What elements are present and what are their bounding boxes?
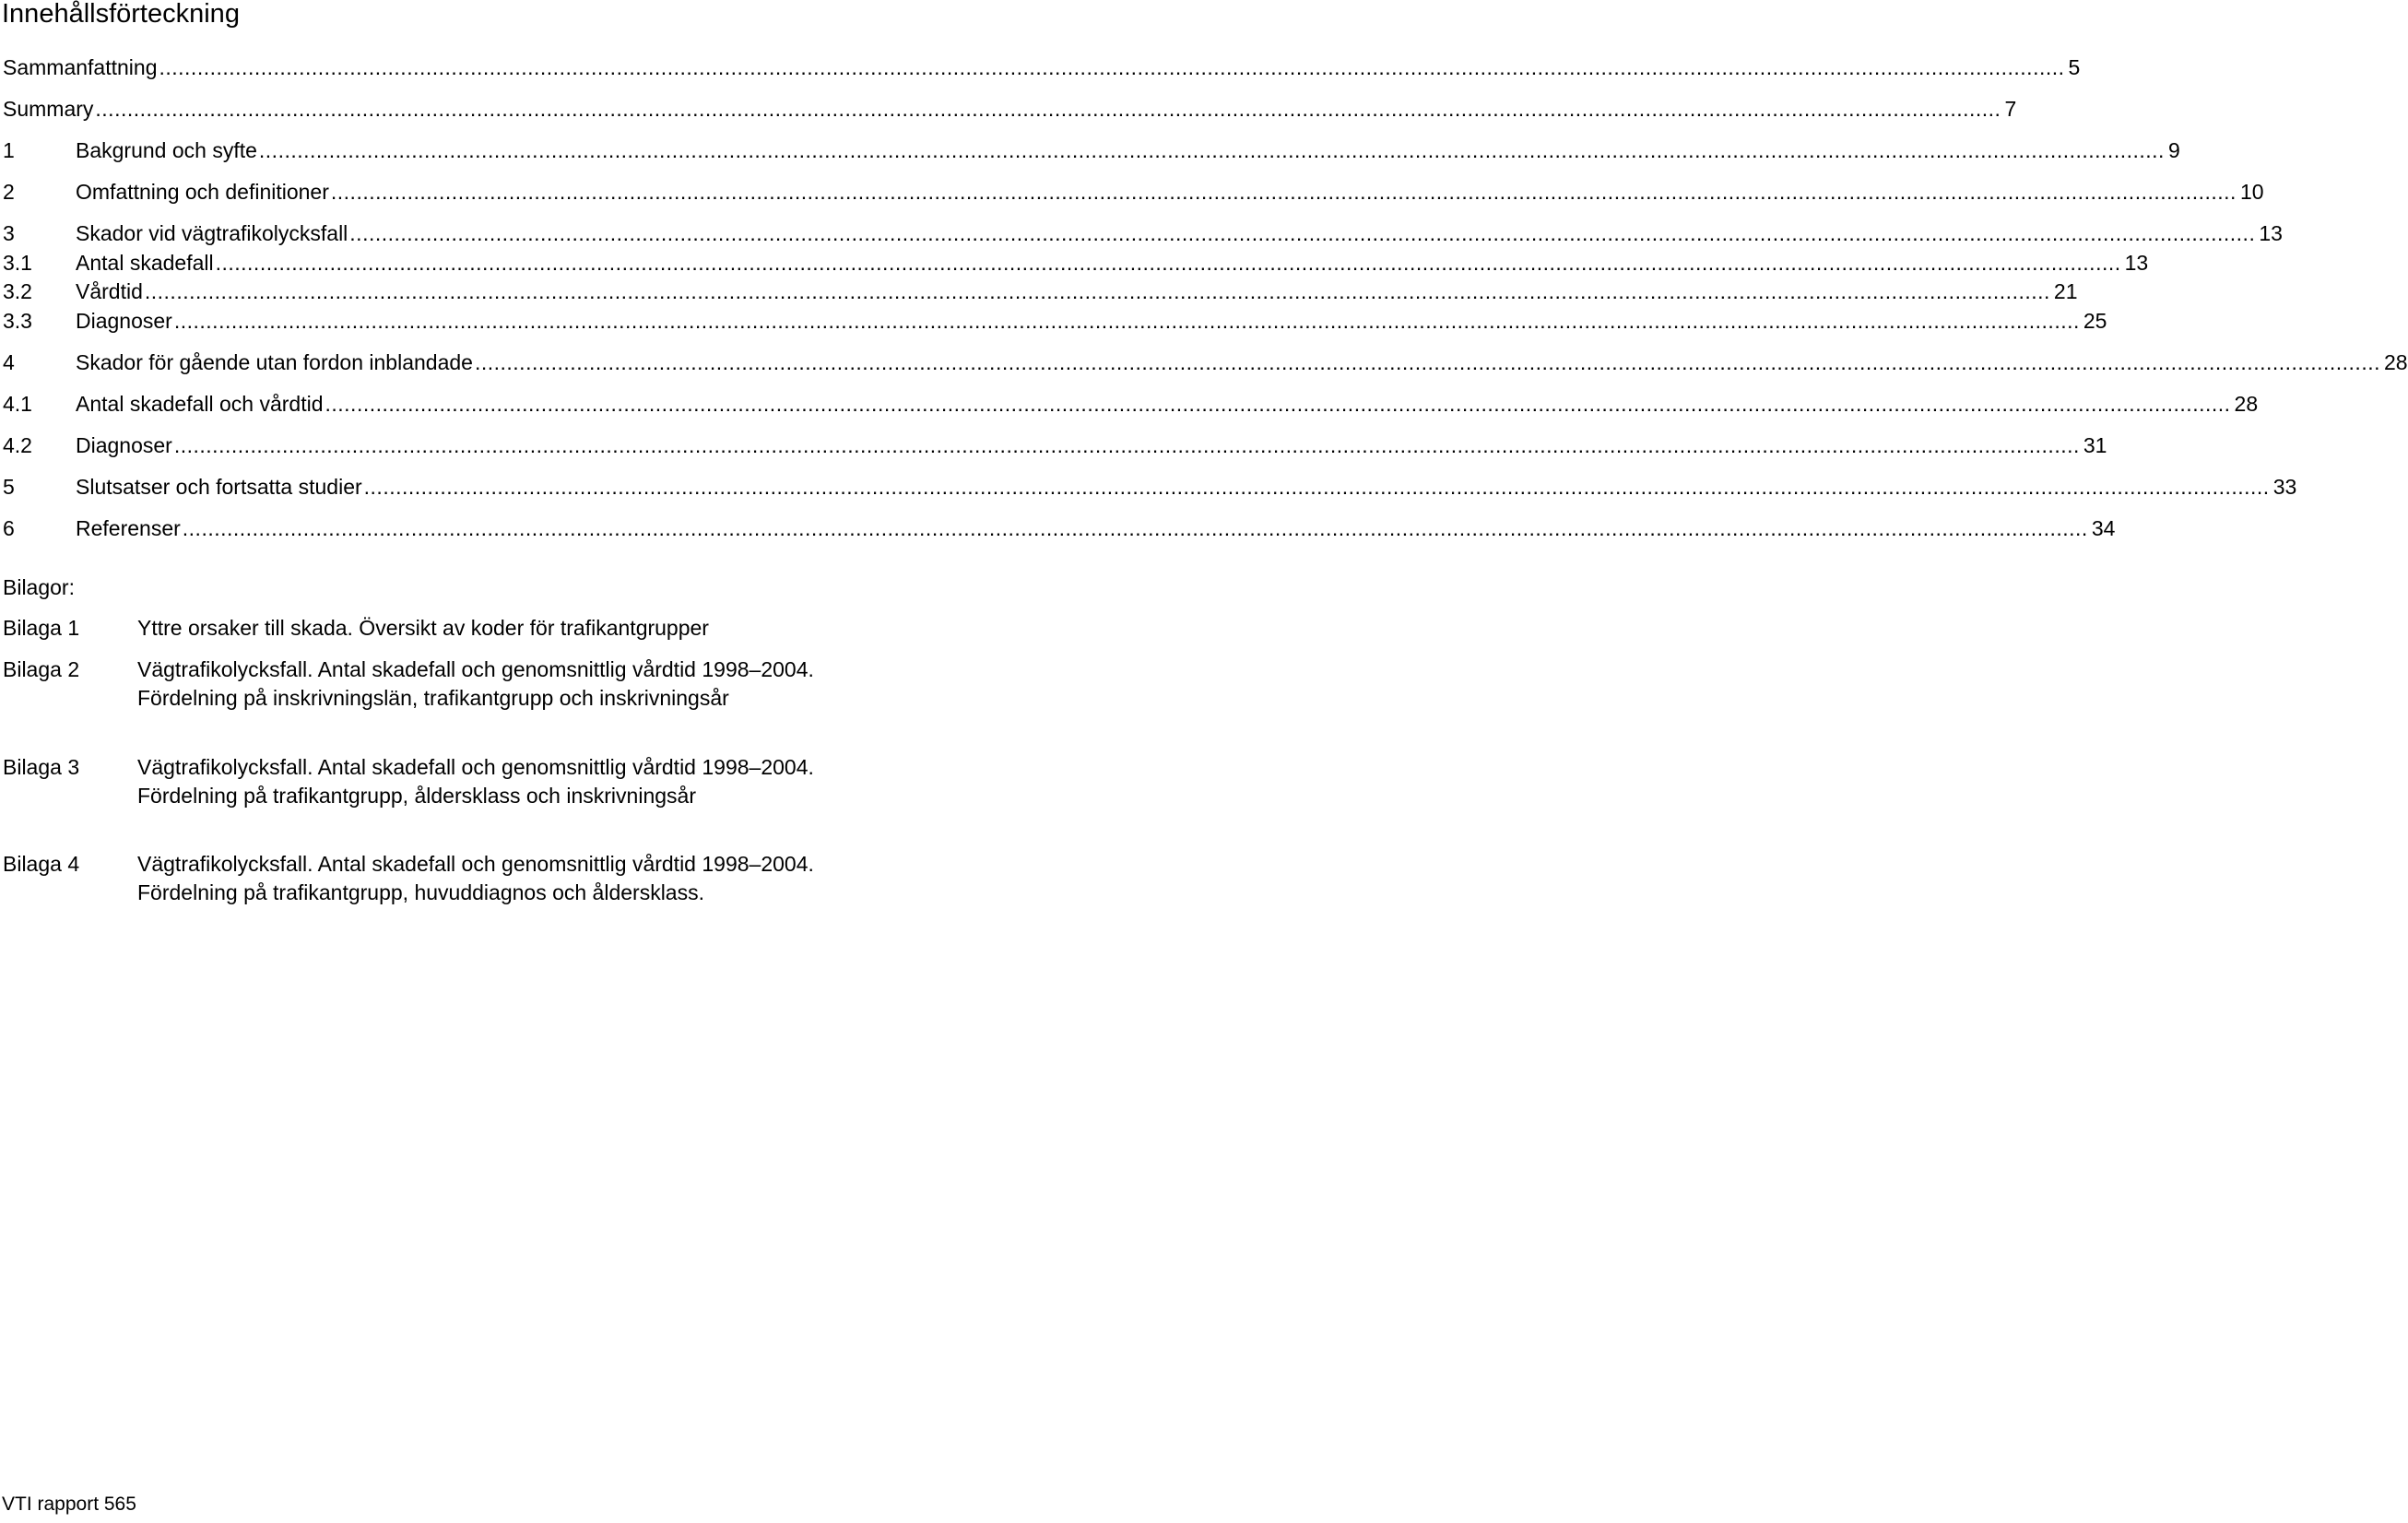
toc-entry-3-3[interactable] bbox=[0, 307, 2107, 348]
toc-entry-title: Diagnoser bbox=[76, 308, 172, 333]
toc-entry-page: 25 bbox=[2083, 308, 2107, 333]
toc-entry-title: Antal skadefall och vårdtid bbox=[76, 391, 324, 416]
toc-entry-sammanfattning[interactable] bbox=[0, 53, 2081, 95]
appendix-description: Yttre orsaker till skada. Översikt av koder för trafikantgrupper bbox=[137, 616, 709, 640]
toc-entry-number: 4.1 bbox=[3, 391, 32, 416]
toc-entry-number: 6 bbox=[3, 515, 15, 540]
toc-entry-page: 7 bbox=[2004, 97, 2017, 121]
toc-leader-dots: ............................................................................................................................................................................................................................................................................................................ bbox=[325, 391, 2231, 416]
toc-leader-dots: ............................................................................................................................................................................................................................................................................................................ bbox=[182, 515, 2088, 540]
toc-entry-page: 28 bbox=[2384, 349, 2408, 374]
toc-entry-6[interactable] bbox=[0, 514, 2116, 556]
appendix-label: Bilaga 4 bbox=[3, 852, 80, 876]
appendix-description: Vägtrafikolycksfall. Antal skadefall och genomsnittlig vårdtid 1998–2004. Fördelning på trafikantgrupp, åldersklass och inskrivningsår bbox=[137, 755, 814, 808]
toc-leader-dots: ............................................................................................................................................................................................................................................................................................................ bbox=[95, 97, 2001, 121]
toc-entry-number: 1 bbox=[3, 138, 15, 162]
toc-entry-number: 4 bbox=[3, 349, 15, 374]
toc-entry-3-1[interactable] bbox=[0, 249, 2149, 278]
table-of-contents bbox=[0, 53, 2408, 556]
toc-entry-title: Skador vid vägtrafikolycksfall bbox=[76, 221, 348, 245]
toc-entry-title: Slutsatser och fortsatta studier bbox=[76, 474, 362, 499]
toc-leader-dots: ............................................................................................................................................................................................................................................................................................................ bbox=[474, 349, 2380, 374]
toc-entry-page: 33 bbox=[2272, 474, 2297, 499]
toc-entry-4-1[interactable] bbox=[0, 390, 2259, 431]
appendix-label: Bilaga 1 bbox=[3, 616, 80, 640]
toc-entry-4-2[interactable] bbox=[0, 431, 2107, 473]
toc-leader-dots: ............................................................................................................................................................................................................................................................................................................ bbox=[173, 432, 2080, 457]
toc-entry-page: 31 bbox=[2083, 432, 2107, 457]
toc-entry-title: Antal skadefall bbox=[76, 250, 214, 275]
toc-entry-title: Bakgrund och syfte bbox=[76, 138, 257, 162]
toc-leader-dots: ............................................................................................................................................................................................................................................................................................................ bbox=[330, 180, 2237, 204]
toc-entry-page: 34 bbox=[2091, 515, 2116, 540]
page-footer: VTI rapport 565 bbox=[2, 1493, 136, 1515]
toc-entry-1[interactable] bbox=[0, 136, 2180, 178]
toc-entry-title: Referenser bbox=[76, 515, 181, 540]
toc-entry-page: 10 bbox=[2239, 180, 2264, 204]
toc-leader-dots: ............................................................................................................................................................................................................................................................................................................ bbox=[173, 308, 2080, 333]
toc-entry-number: 5 bbox=[3, 474, 15, 499]
toc-leader-dots: ............................................................................................................................................................................................................................................................................................................ bbox=[144, 279, 2050, 303]
toc-entry-number: 4.2 bbox=[3, 432, 32, 457]
toc-leader-dots: ............................................................................................................................................................................................................................................................................................................ bbox=[159, 55, 2065, 79]
toc-entry-page: 13 bbox=[2259, 221, 2283, 245]
toc-leader-dots: ............................................................................................................................................................................................................................................................................................................ bbox=[349, 221, 2256, 245]
toc-entry-page: 13 bbox=[2124, 250, 2149, 275]
toc-entry-number: 2 bbox=[3, 180, 15, 204]
toc-entry-title: Vårdtid bbox=[76, 279, 143, 303]
appendix-description: Vägtrafikolycksfall. Antal skadefall och genomsnittlig vårdtid 1998–2004. Fördelning på trafikantgrupp, huvuddiagnos och åldersklass. bbox=[137, 852, 814, 904]
appendix-label: Bilaga 3 bbox=[3, 755, 80, 779]
toc-leader-dots: ............................................................................................................................................................................................................................................................................................................ bbox=[363, 474, 2270, 499]
toc-leader-dots: ............................................................................................................................................................................................................................................................................................................ bbox=[215, 250, 2121, 275]
toc-entry-2[interactable] bbox=[0, 178, 2264, 219]
toc-entry-page: 28 bbox=[2234, 391, 2259, 416]
toc-entry-4[interactable] bbox=[0, 348, 2408, 390]
toc-entry-page: 5 bbox=[2068, 55, 2081, 79]
appendix-description: Vägtrafikolycksfall. Antal skadefall och genomsnittlig vårdtid 1998–2004. Fördelning på inskrivningslän, trafikantgrupp och inskrivningsår bbox=[137, 657, 814, 710]
toc-entry-3[interactable] bbox=[0, 219, 2283, 249]
toc-entry-title: Omfattning och definitioner bbox=[76, 180, 329, 204]
toc-entry-title: Sammanfattning bbox=[3, 55, 158, 79]
toc-entry-number: 3.3 bbox=[3, 308, 32, 333]
toc-entry-page: 9 bbox=[2167, 138, 2180, 162]
toc-entry-3-2[interactable] bbox=[0, 277, 2078, 307]
toc-leader-dots: ............................................................................................................................................................................................................................................................................................................ bbox=[258, 138, 2165, 162]
toc-entry-title: Diagnoser bbox=[76, 432, 172, 457]
appendices-heading: Bilagor: bbox=[3, 575, 75, 599]
toc-entry-title: Skador för gående utan fordon inblandade bbox=[76, 349, 473, 374]
toc-entry-number: 3.2 bbox=[3, 279, 32, 303]
toc-entry-number: 3 bbox=[3, 221, 15, 245]
toc-entry-title: Summary bbox=[3, 97, 94, 121]
toc-entry-page: 21 bbox=[2053, 279, 2078, 303]
toc-entry-number: 3.1 bbox=[3, 250, 32, 275]
page-title: Innehållsförteckning bbox=[2, 0, 240, 29]
appendix-label: Bilaga 2 bbox=[3, 657, 80, 681]
toc-entry-summary[interactable] bbox=[0, 95, 2017, 136]
toc-entry-5[interactable] bbox=[0, 473, 2297, 514]
